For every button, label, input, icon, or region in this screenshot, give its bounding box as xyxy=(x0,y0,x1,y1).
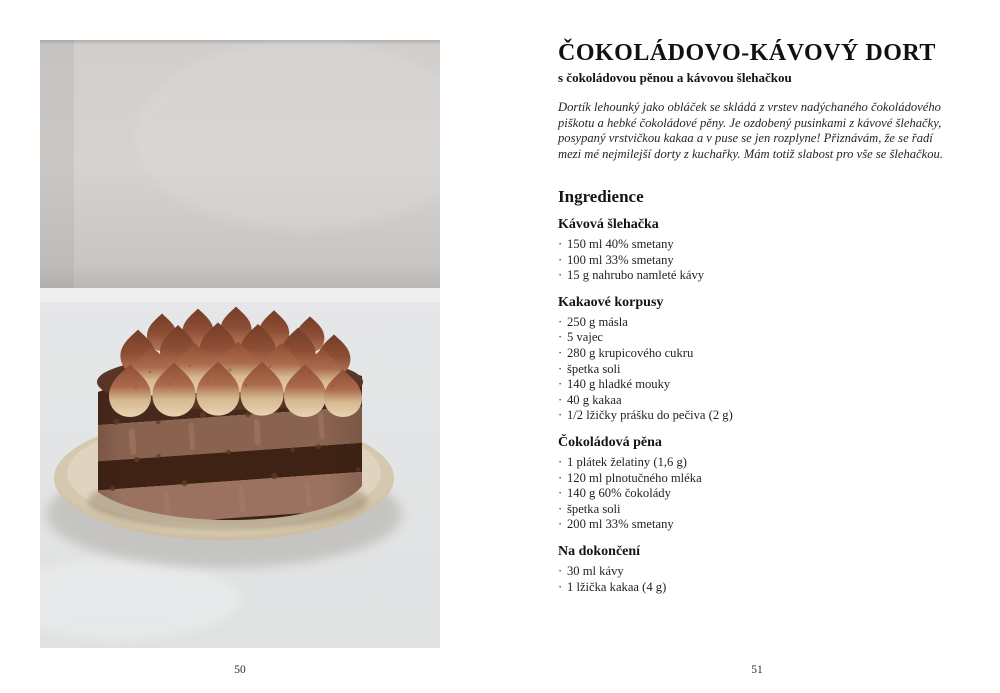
ingredient-list xyxy=(558,455,956,533)
recipe-intro: Dortík lehounký jako obláček se skládá z vrstev nadýchaného čokoládového piškotu a hebké čokoládové pěny. Je ozdobený pusinkami z kávové šlehačky, posypaný vrstvičkou kakaa a v puse se jen rozplyne! Přiznávám, že se řadí mezi mé nejmilejší dorty z kuchařky. Mám totiž slabost pro vše se šlehačkou. xyxy=(558,100,943,161)
ingredient-list xyxy=(558,237,956,284)
ingredient-text: 280 g krupicového cukru xyxy=(567,345,694,360)
list-item xyxy=(558,268,956,284)
section-heading: Na dokončení xyxy=(558,543,641,559)
list-item xyxy=(558,408,956,424)
ingredient-text: 1/2 lžičky prášku do pečiva (2 g) xyxy=(567,408,733,423)
bullet-glyph: · xyxy=(558,237,563,251)
ingredient-text: 5 vajec xyxy=(567,330,604,345)
ingredient-text: 150 ml 40% smetany xyxy=(567,237,674,251)
list-item xyxy=(558,455,956,471)
bullet-glyph: · xyxy=(558,330,563,345)
bullet-glyph: · xyxy=(558,252,563,267)
ingredient-list xyxy=(558,564,956,595)
list-item xyxy=(558,486,956,502)
section-heading: Kávová šlehačka xyxy=(558,217,659,232)
list-item xyxy=(558,564,956,580)
list-item xyxy=(558,237,956,253)
ingredient-section-cocoa-sponge xyxy=(558,295,956,424)
list-item xyxy=(558,315,956,331)
list-item xyxy=(558,502,956,518)
ingredient-text: 30 ml kávy xyxy=(567,563,624,578)
section-heading: Čokoládová pěna xyxy=(558,434,662,450)
page-number-right: 51 xyxy=(751,664,763,676)
ingredient-text: špetka soli xyxy=(567,501,621,516)
bullet-glyph: · xyxy=(558,345,563,360)
ingredient-text: 200 ml 33% smetany xyxy=(567,517,674,532)
bullet-glyph: · xyxy=(558,268,563,283)
ingredient-text: 15 g nahrubo namleté kávy xyxy=(567,268,705,283)
ingredient-text: 140 g 60% čokolády xyxy=(567,486,671,501)
section-heading: Kakaové korpusy xyxy=(558,294,664,310)
bullet-glyph: · xyxy=(558,314,563,329)
ingredient-text: 1 lžička kakaa (4 g) xyxy=(567,579,667,594)
ingredient-list xyxy=(558,315,956,424)
ingredient-text: 1 plátek želatiny (1,6 g) xyxy=(567,454,687,469)
bullet-glyph: · xyxy=(558,501,563,516)
ingredient-text: 140 g hladké mouky xyxy=(567,377,671,392)
page-number-left: 50 xyxy=(234,664,246,676)
list-item xyxy=(558,580,956,596)
list-item xyxy=(558,253,956,269)
list-item xyxy=(558,346,956,362)
cake-photo xyxy=(40,40,440,648)
bullet-glyph: · xyxy=(558,486,563,501)
list-item xyxy=(558,393,956,409)
ingredient-text: 40 g kakaa xyxy=(567,392,622,407)
recipe-title: ČOKOLÁDOVO-KÁVOVÝ DORT xyxy=(558,40,936,66)
list-item xyxy=(558,517,956,533)
ingredient-text: 120 ml plnotučného mléka xyxy=(567,470,702,485)
bullet-glyph: · xyxy=(558,377,563,392)
list-item xyxy=(558,330,956,346)
bullet-glyph: · xyxy=(558,470,563,485)
recipe-page xyxy=(558,40,956,595)
bullet-glyph: · xyxy=(558,454,563,469)
list-item xyxy=(558,471,956,487)
recipe-subtitle: s čokoládovou pěnou a kávovou šlehačkou xyxy=(558,70,792,85)
ingredient-section-finishing xyxy=(558,544,956,595)
cake-illustration xyxy=(40,40,440,648)
ingredient-section-whipped-cream xyxy=(558,217,956,284)
bullet-glyph: · xyxy=(558,392,563,407)
bullet-glyph: · xyxy=(558,408,563,423)
list-item xyxy=(558,377,956,393)
bullet-glyph: · xyxy=(558,563,563,578)
ingredient-section-chocolate-mousse xyxy=(558,435,956,533)
list-item xyxy=(558,362,956,378)
bullet-glyph: · xyxy=(558,517,563,532)
ingredient-text: 100 ml 33% smetany xyxy=(567,252,674,267)
ingredient-text: špetka soli xyxy=(567,361,621,376)
ingredient-text: 250 g másla xyxy=(567,314,628,329)
bullet-glyph: · xyxy=(558,579,563,594)
bullet-glyph: · xyxy=(558,361,563,376)
ingredients-heading: Ingredience xyxy=(558,187,644,206)
